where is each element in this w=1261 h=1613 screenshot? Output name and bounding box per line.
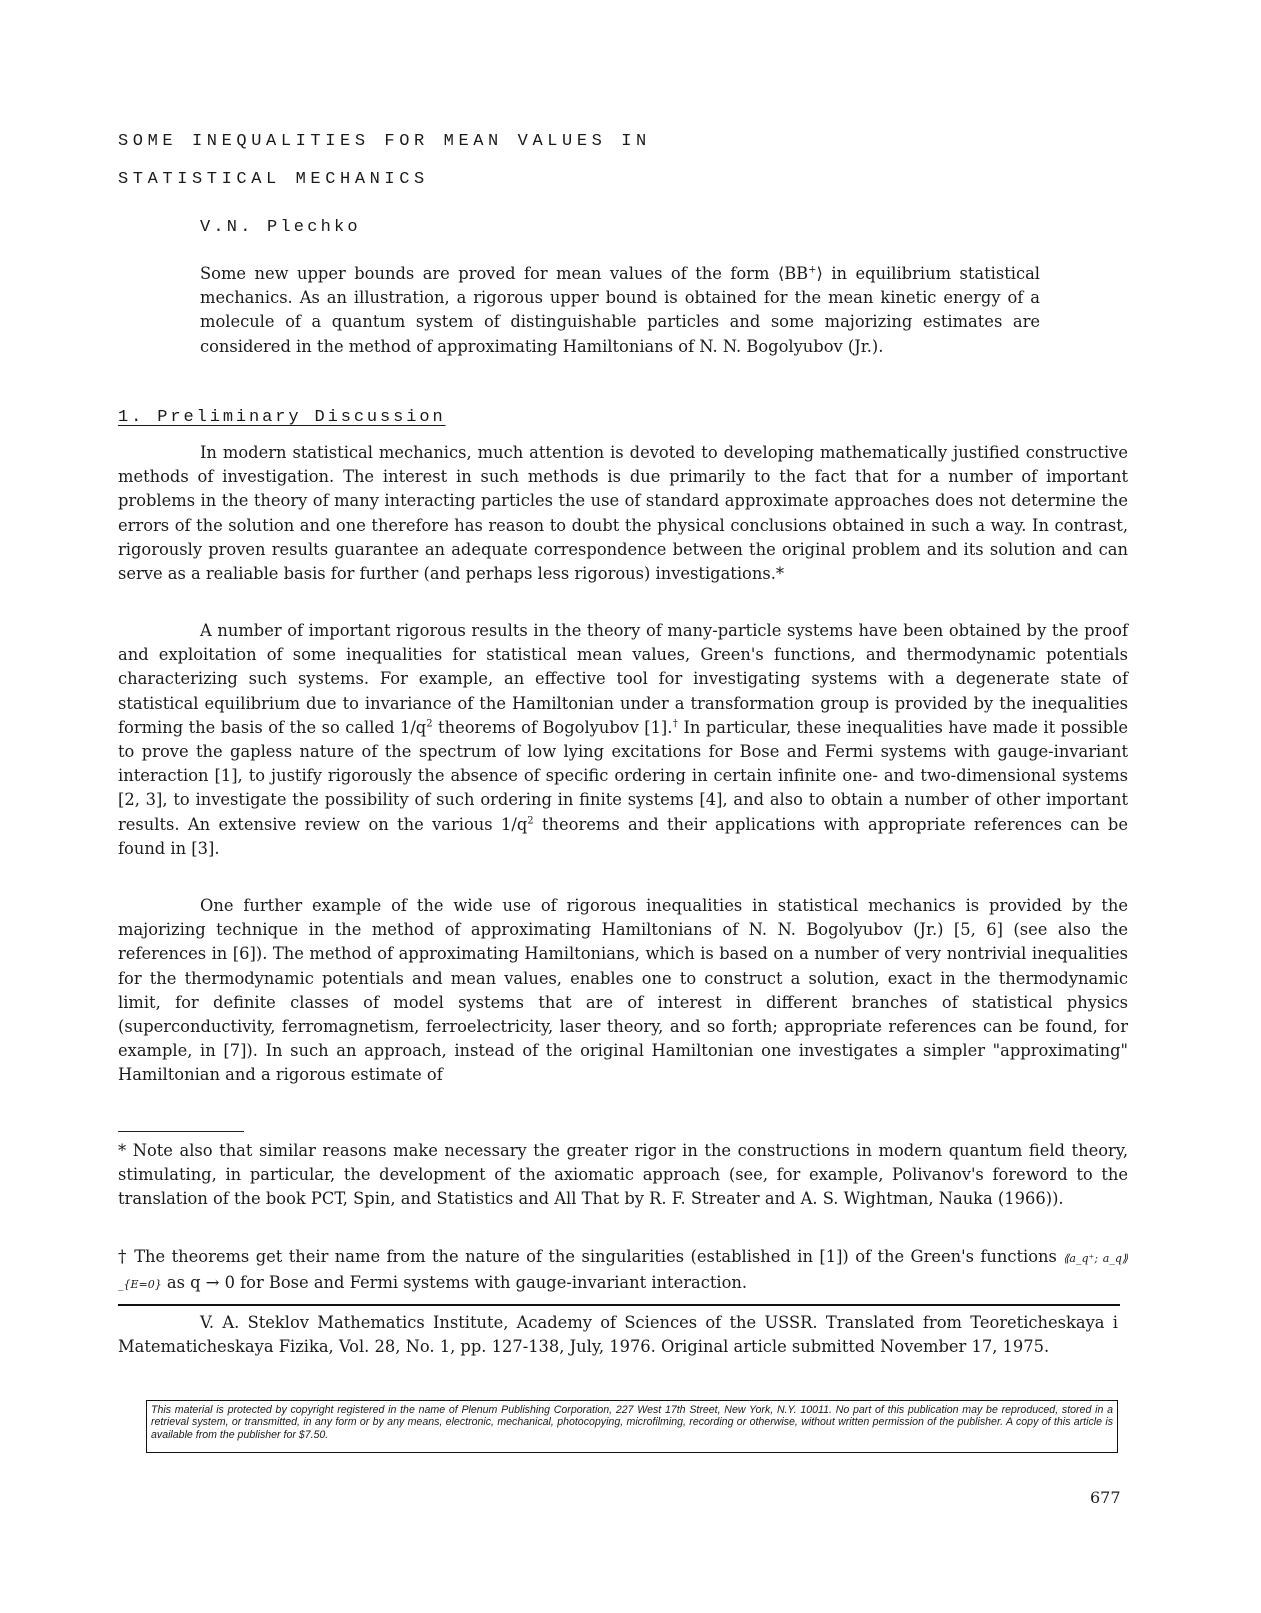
body-paragraph-1: [118, 441, 1128, 586]
body-paragraph-3: [118, 894, 1128, 1088]
affiliation-text: V. A. Steklov Mathematics Institute, Academy of Sciences of the USSR. Translated from Teoreticheskaya i Matematicheskaya Fizika, Vol. 28, No. 1, pp. 127-138, July, 1976. Original article submitted November 17, 1975.: [118, 1313, 1118, 1357]
dagger-mark: †: [118, 1247, 128, 1267]
paragraph-2-text-a: A number of important rigorous results in the theory of many-particle systems have been obtained by the proof and exploitation of some inequalities for statistical mean values, Green's functions, and thermodynamic potentials characterizing such systems. For example, an effective tool for investigating systems with a degenerate state of statistical equilibrium due to invariance of the Hamiltonian under a transformation group is provided by the inequalities forming the basis of the so called 1/q: [118, 621, 1128, 737]
footnote-divider: [118, 1131, 244, 1132]
superscript-exponent: 2: [426, 718, 433, 730]
paragraph-2-text-b: theorems of Bogolyubov [1].: [432, 717, 673, 737]
dagger-footnote-mark: †: [672, 718, 678, 730]
abstract-text-1: Some new upper bounds are proved for mean values of the form ⟨BB: [200, 264, 809, 283]
paragraph-1-text: In modern statistical mechanics, much attention is devoted to developing mathematically justified constructive methods of investigation. The interest in such methods is due primarily to the fact that for a number of important problems in the theory of many interacting particles the use of standard approximate approaches does not determine the errors of the solution and one therefore has reason to doubt the physical conclusions obtained in such a way. In contrast, rigorously proven results guarantee an adequate correspondence between the original problem and its solution and can serve as a realiable basis for further (and perhaps less rigorous) investigations.*: [118, 443, 1128, 584]
body-paragraph-2: [118, 619, 1128, 861]
page-number: 677: [1090, 1488, 1121, 1507]
superscript-exponent: 2: [527, 815, 534, 827]
paragraph-3-text: One further example of the wide use of rigorous inequalities in statistical mechanics is provided by the majorizing technique in the method of approximating Hamiltonians of N. N. Bogolyubov (Jr.) [5, 6] (see also the references in [6]). The method of approximating Hamiltonians, which is based on a number of very nontrivial inequalities for the thermodynamic potentials and mean values, enables one to construct a solution, exact in the thermodynamic limit, for definite classes of model systems that are of interest in different branches of statistical physics (superconductivity, ferromagnetism, ferroelectricity, laser theory, and so forth; appropriate references can be found, for example, in [7]). In such an approach, instead of the original Hamiltonian one investigates a simpler "approximating" Hamiltonian and a rigorous estimate of: [118, 896, 1128, 1085]
footnote-dagger-text-b: as q → 0 for Bose and Fermi systems with gauge-invariant interaction.: [161, 1273, 748, 1293]
paper-title-line-2: STATISTICAL MECHANICS: [118, 170, 429, 189]
footnote-asterisk: * Note also that similar reasons make necessary the greater rigor in the constructions in modern quantum field theory, stimulating, in particular, the development of the axiomatic approach (see, for example, Polivanov's foreword to the translation of the book PCT, Spin, and Statistics and All That by R. F. Streater and A. S. Wightman, Nauka (1966)).: [118, 1141, 1128, 1209]
footnote-dagger: [118, 1245, 1128, 1297]
section-heading: 1. Preliminary Discussion: [118, 408, 446, 427]
paragraph-2-text-c: In particular, these inequalities have made it possible to prove the gapless nature of the spectrum of low lying excitations for Bose and Fermi systems with gauge-invariant interaction [1], to justify rigorously the absence of specific ordering in certain infinite one- and two-dimensional systems [2, 3], to investigate the possibility of such ordering in finite systems [4], and also to obtain a number of other important results. An extensive review on the various 1/q: [118, 717, 1128, 834]
abstract-superscript: +: [808, 264, 817, 276]
paper-title-line-1: SOME INEQUALITIES FOR MEAN VALUES IN: [118, 132, 651, 151]
green-function-expression: ⟪a_q⁺; a_q⟫_{E=0}: [118, 1252, 1128, 1292]
paragraph-2-text-d: theorems and their applications with appropriate references can be found in [3].: [118, 814, 1128, 858]
abstract: [200, 262, 1040, 359]
footnote-dagger-text-a: The theorems get their name from the nature of the singularities (established in [1]) of the Green's functions: [127, 1247, 1064, 1266]
affiliation-divider: [118, 1304, 1120, 1306]
author-name: V.N. Plechko: [200, 218, 361, 237]
abstract-text-2: ⟩ in equilibrium statistical mechanics. As an illustration, a rigorous upper bound is obtained for the mean kinetic energy of a molecule of a quantum system of distinguishable particles and some majorizing estimates are considered in the method of approximating Hamiltonians of N. N. Bogolyubov (Jr.).: [200, 264, 1040, 356]
affiliation-note: [118, 1311, 1118, 1359]
copyright-notice-box: This material is protected by copyright registered in the name of Plenum Publishing Corporation, 227 West 17th Street, New York, N.Y. 10011. No part of this publication may be reproduced, stored in a retrieval system, or transmitted, in any form or by any means, electronic, mechanical, photocopying, microfilming, recording or otherwise, without written permission of the publisher. A copy of this article is available from the publisher for $7.50.: [146, 1400, 1118, 1453]
